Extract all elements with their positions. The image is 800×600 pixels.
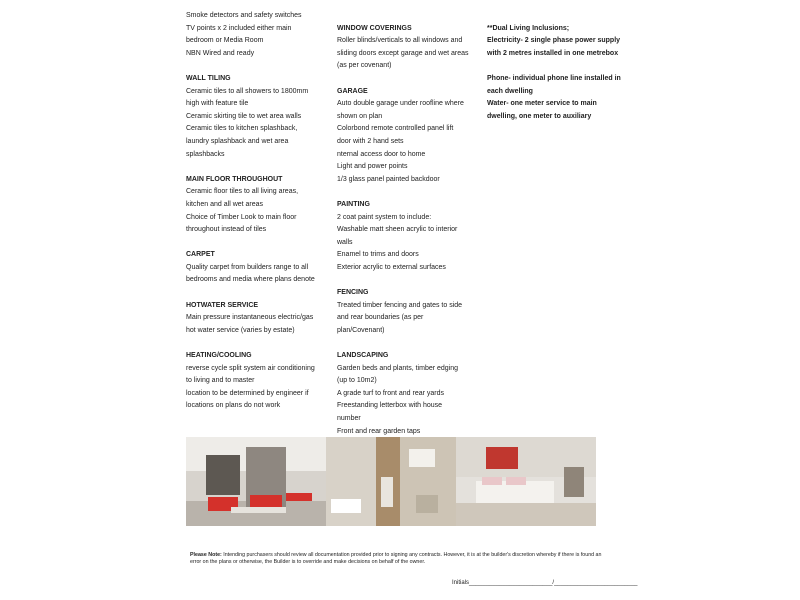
text-line: (as per covenant)	[337, 62, 392, 70]
text-line: Auto double garage under roofline where	[337, 100, 464, 108]
text-line: Washable matt sheen acrylic to interior	[337, 226, 458, 234]
text-line: Front and rear garden taps	[337, 427, 421, 435]
section-heading-heating: HEATING/COOLING	[186, 352, 252, 360]
text-line: (up to 10m2)	[337, 377, 377, 385]
text-line: Electricity- 2 single phase power supply	[487, 37, 621, 45]
text-line: to living and to master	[186, 377, 255, 385]
text-line: Quality carpet from builders range to all	[186, 263, 309, 271]
text-line: NBN Wired and ready	[186, 49, 255, 57]
text-line: walls	[337, 238, 353, 246]
section-heading-landscaping: LANDSCAPING	[337, 352, 389, 360]
text-line: Exterior acrylic to external surfaces	[337, 263, 446, 271]
column-left	[186, 10, 326, 413]
section-heading-dual-living: **Dual Living Inclusions;	[487, 24, 570, 32]
text-line: shown on plan	[337, 112, 383, 120]
section-heading-carpet: CARPET	[186, 251, 215, 259]
text-line: location to be determined by engineer if	[186, 389, 309, 397]
text-line: locations on plans do not work	[186, 402, 281, 410]
text-line: reverse cycle split system air conditioning	[186, 364, 315, 372]
disclaimer-note	[190, 552, 610, 567]
note-text: Intending purchasers should review all documentation provided prior to signing any contracts. However, it is at the builder's discretion whereby if there is found an error on the plans or otherwise, the Builder is to override and make decisions on behalf of the owner.	[190, 552, 602, 566]
photo-strip	[186, 437, 596, 526]
text-line: Treated timber fencing and gates to side	[337, 301, 463, 309]
text-line: number	[337, 415, 361, 422]
initials-line: Initials_________________________/_________________________	[452, 580, 638, 586]
bedroom-photo	[456, 437, 596, 526]
text-line: Ceramic tiles to kitchen splashback,	[186, 125, 298, 133]
text-line: A grade turf to front and rear yards	[337, 389, 445, 397]
text-line: Ceramic tiles to all showers to 1800mm	[186, 87, 309, 95]
section-heading-garage: GARAGE	[337, 87, 368, 95]
text-line: Roller blinds/verticals to all windows and	[337, 37, 463, 45]
text-line: splashbacks	[186, 150, 225, 158]
text-line: door with 2 hand sets	[337, 137, 404, 145]
text-line: Smoke detectors and safety switches	[186, 12, 302, 19]
section-heading-main-floor: MAIN FLOOR THROUGHOUT	[186, 175, 283, 183]
text-line: high with feature tile	[186, 100, 249, 108]
text-line: dwelling, one meter to auxiliary	[487, 112, 592, 120]
section-heading-hotwater: HOTWATER SERVICE	[186, 301, 259, 309]
text-line: Enamel to trims and doors	[337, 251, 419, 259]
section-heading-fencing: FENCING	[337, 289, 369, 297]
living-room-photo	[186, 437, 326, 526]
text-line: throughout instead of tiles	[186, 226, 267, 234]
text-line: sliding doors except garage and wet areas	[337, 49, 469, 57]
text-line: Phone- individual phone line installed in	[487, 74, 621, 82]
text-line: plan/Covenant)	[337, 326, 385, 334]
text-line: each dwelling	[487, 87, 533, 95]
text-line: Colorbond remote controlled panel lift	[337, 125, 454, 133]
text-line: kitchen and all wet areas	[186, 200, 264, 208]
section-heading-wall-tiling: WALL TILING	[186, 74, 231, 82]
text-line: Ceramic floor tiles to all living areas,	[186, 188, 299, 196]
column-right	[487, 10, 627, 123]
text-line: nternal access door to home	[337, 150, 426, 158]
text-line: Freestanding letterbox with house	[337, 402, 443, 410]
text-line: Choice of Timber Look to main floor	[186, 213, 297, 221]
text-line: Ceramic skirting tile to wet area walls	[186, 112, 302, 120]
text-line: hot water service (varies by estate)	[186, 326, 295, 334]
text-line: bedroom or Media Room	[186, 37, 264, 45]
section-heading-painting: PAINTING	[337, 200, 370, 208]
section-heading-window-coverings: WINDOW COVERINGS	[337, 24, 412, 32]
text-line: Light and power points	[337, 163, 408, 171]
text-line: with 2 metres installed in one metrebox	[487, 49, 619, 57]
text-line: laundry splashback and wet area	[186, 137, 289, 145]
text-line: 1/3 glass panel painted backdoor	[337, 175, 440, 183]
text-line: and rear boundaries (as per	[337, 314, 424, 322]
text-line: Main pressure instantaneous electric/gas	[186, 314, 314, 322]
text-line: Water- one meter service to main	[487, 100, 597, 108]
text-line: 2 coat paint system to include:	[337, 213, 432, 221]
text-line: Garden beds and plants, timber edging	[337, 364, 459, 372]
column-middle	[337, 10, 477, 438]
bathroom-photo	[326, 437, 456, 526]
note-label: Please Note:	[190, 552, 222, 558]
text-line: bedrooms and media where plans denote	[186, 276, 315, 284]
text-line: TV points x 2 included either main	[186, 24, 292, 32]
